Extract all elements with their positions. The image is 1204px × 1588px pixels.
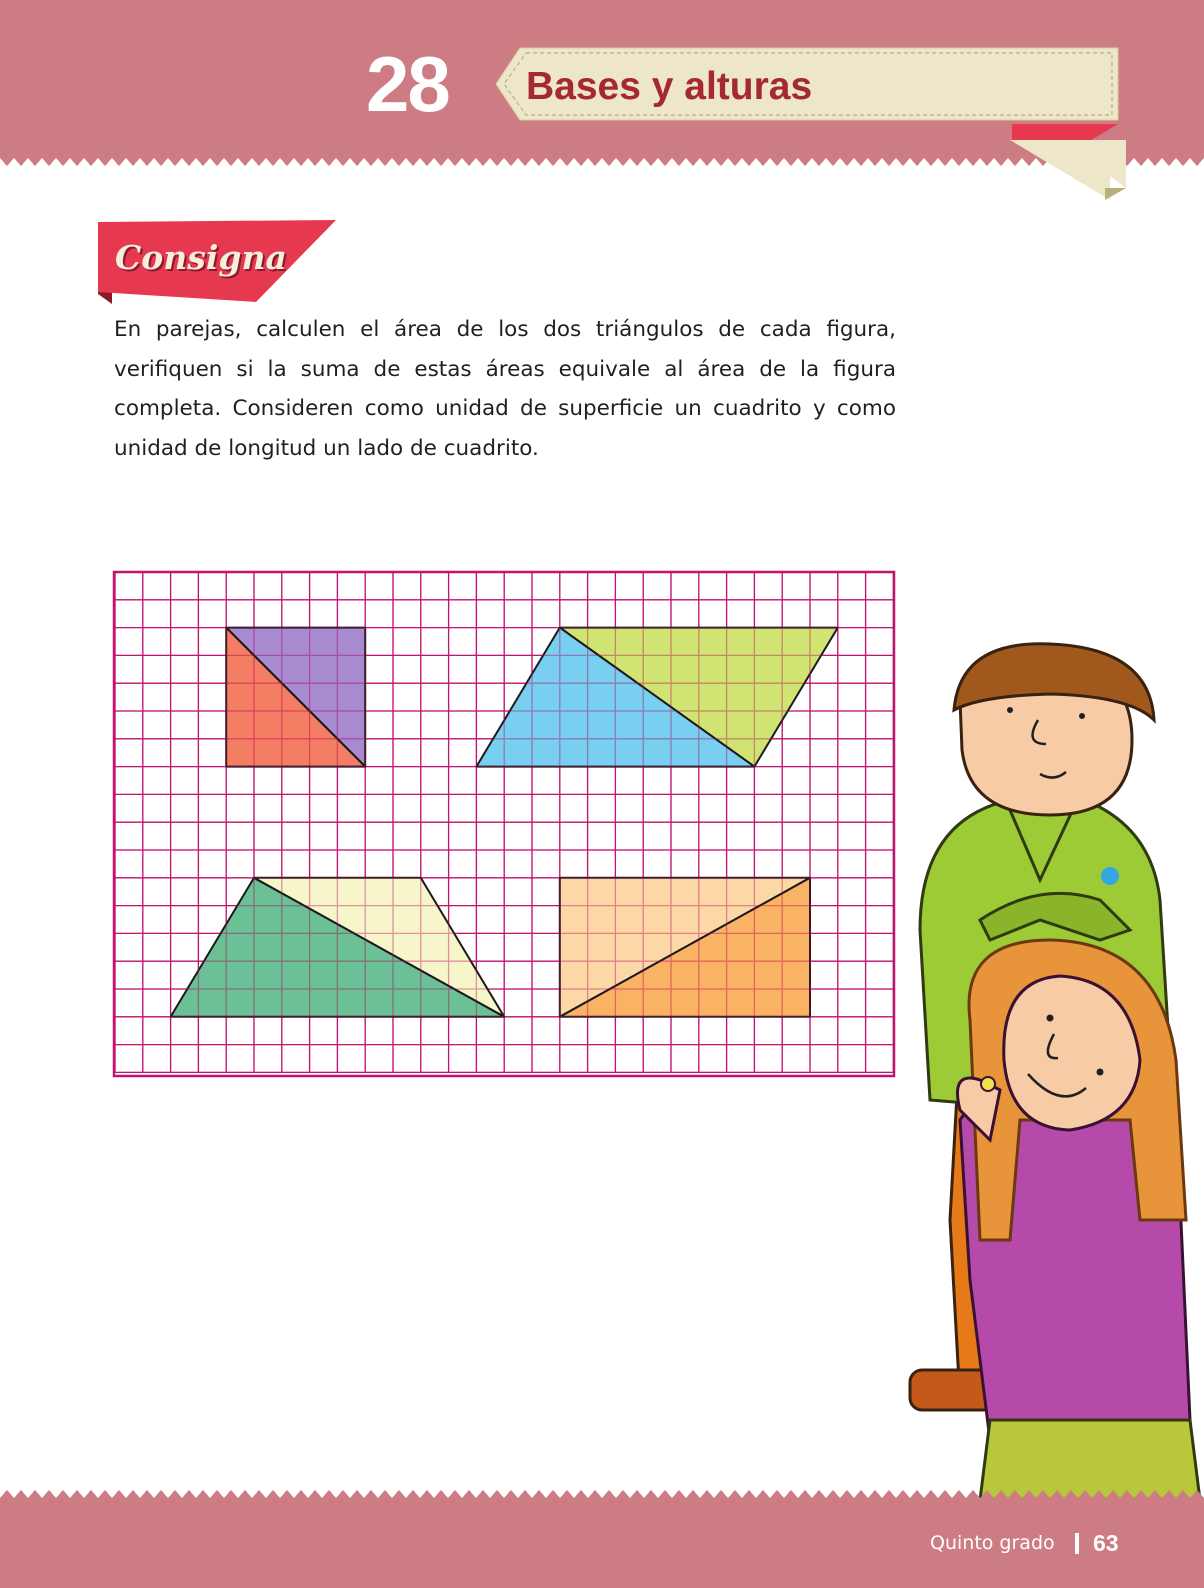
lesson-title: Bases y alturas xyxy=(526,65,813,108)
consigna-label: Consigna xyxy=(115,238,287,277)
children-illustration xyxy=(900,640,1204,1500)
grid-figure xyxy=(112,570,898,1082)
lesson-number: 28 xyxy=(366,40,449,128)
grade-label: Quinto grado xyxy=(930,1532,1055,1554)
girl-figure xyxy=(958,940,1201,1500)
footer-separator xyxy=(1075,1533,1079,1554)
page-number: 63 xyxy=(1093,1530,1119,1556)
instructions-text: En parejas, calculen el área de los dos triángulos de cada figura, verifiquen si la suma de estas áreas equivale al área de la figura completa. Consideren como unidad de superficie un cuadrito y como unidad de longitud un lado de cuadrito. xyxy=(114,317,896,461)
